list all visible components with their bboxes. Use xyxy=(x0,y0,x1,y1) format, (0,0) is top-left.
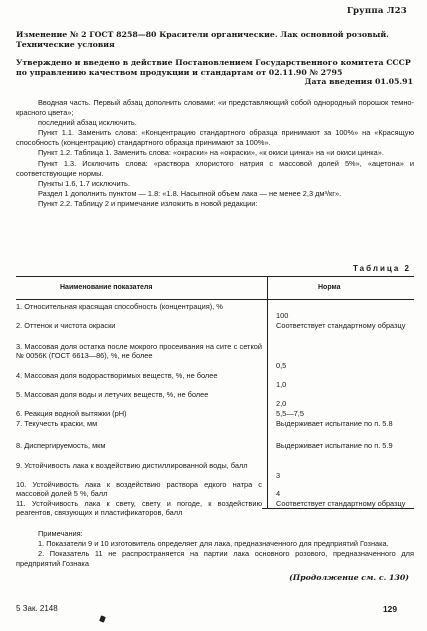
table-row-name: 2. Оттенок и чистота окраски xyxy=(16,321,116,330)
table-row-name: 10. Устойчивость лака к воздействию раствора едкого натра с массовой долей 5 %, балл xyxy=(16,480,262,499)
page-number: 129 xyxy=(383,604,397,614)
table-row-name: 7. Текучесть краски, мм xyxy=(16,419,98,428)
approval-statement: Утверждено и введено в действие Постановлением Государственного комитета СССР по управлению качеством продукции и стандартам от 02.11.90 № 2795 xyxy=(16,58,411,77)
ink-blot xyxy=(99,615,106,622)
table-notes xyxy=(16,529,414,569)
effective-date: Дата введения 01.05.91 xyxy=(304,77,413,86)
amendment-title: Изменение № 2 ГОСТ 8258—80 Красители органические. Лак основной розовый. Технические условия xyxy=(16,30,389,49)
group-label: Группа Л23 xyxy=(346,6,407,16)
table-title: Таблица 2 xyxy=(352,264,411,273)
table-row-name: 5. Массовая доля воды и летучих веществ, %, не более xyxy=(16,390,209,399)
table-top-rule xyxy=(16,276,414,277)
note-item: 2. Показатель 11 не распространяется на партии лака основного розового, предназначенного для предприятий Гознака xyxy=(16,549,414,568)
amendment-body xyxy=(16,98,414,209)
table-row-norm: Выдерживает испытание по п. 5.9 xyxy=(276,441,393,450)
body-paragraph: Пункт 1.2. Таблица 1. Заменить слова: «окраски» на «окраски», «к окиси цинка» на «и окиси цинка». xyxy=(38,148,384,158)
body-paragraph: Пункт 2.2. Таблицу 2 и примечание изложить в новой редакции: xyxy=(38,198,258,208)
body-paragraph: Раздел 1 дополнить пунктом — 1.8: «1.8. Насыпной объем лака — не менее 2,3 дм³/кг». xyxy=(38,188,342,198)
table-column-divider xyxy=(267,276,268,508)
body-paragraph: Пункт 1.3. Исключить слова: «раствора хлористого натрия с массовой долей 5%», «ацетона» и соответствующие нормы. xyxy=(16,158,414,178)
column-header-norm: Норма xyxy=(318,284,341,291)
column-header-name: Наименование показателя xyxy=(60,284,153,291)
table-row-norm: Соответствует стандартному образцу xyxy=(276,321,406,330)
table-row-norm: 5,5—7,5 xyxy=(276,409,304,418)
table-row-norm: 2,0 xyxy=(276,399,287,408)
notes-heading: Примечания: xyxy=(38,529,83,538)
table-row-norm: 1,0 xyxy=(276,380,287,389)
note-item: 1. Показатели 9 и 10 изготовитель определяет для лака, предназначенного для предприятий Гознака. xyxy=(38,539,389,548)
table-row-norm: 3 xyxy=(276,471,281,480)
table-row-norm: Соответствует стандартному образцу xyxy=(276,499,410,508)
table-row-norm: 0,5 xyxy=(276,361,287,370)
table-row-name: 3. Массовая доля остатка после мокрого просеивания на сите с сеткой № 0056К (ГОСТ 6613—86), %, не более xyxy=(16,342,262,361)
continuation-note: (Продолжение см. с. 130) xyxy=(289,573,409,582)
body-paragraph: Пункт 1.1. Заменить слова: «Концентрацию стандартного образца принимают за 100%» на «Красящую способность (концентрацию) стандартного образца принимают за 100%». xyxy=(16,128,414,148)
table-row-name: 6. Реакция водной вытяжки (pH) xyxy=(16,409,127,418)
table-row-norm: Выдерживает испытание по п. 5.8 xyxy=(276,419,393,428)
body-paragraph: Пункты 1.6, 1.7 исключить. xyxy=(38,178,130,188)
body-paragraph: Вводная часть. Первый абзац дополнить словами: «и представляющий собой однородный порошок темно-красного цвета»; xyxy=(16,98,414,118)
body-paragraph: последний абзац исключить. xyxy=(38,118,137,128)
table-row-name: 4. Массовая доля водорастворимых веществ, %, не более xyxy=(16,371,218,380)
table-row-name: 8. Диспергируемость, мкм xyxy=(16,441,106,450)
table-row-name: 11. Устойчивость лака к свету, свету и погоде, к воздействию реагентов, связующих и пластификаторов, балл xyxy=(16,499,262,518)
print-order-mark: 5 Зак. 2148 xyxy=(16,604,58,613)
table-row-name: 9. Устойчивость лака к воздействию дистиллированной воды, балл xyxy=(16,461,248,470)
table-row-name: 1. Относительная красящая способность (концентрация), % xyxy=(16,302,223,311)
table-header-rule xyxy=(16,299,414,300)
table-row-norm: 4 xyxy=(276,489,281,498)
table-row-norm: 100 xyxy=(276,311,289,320)
